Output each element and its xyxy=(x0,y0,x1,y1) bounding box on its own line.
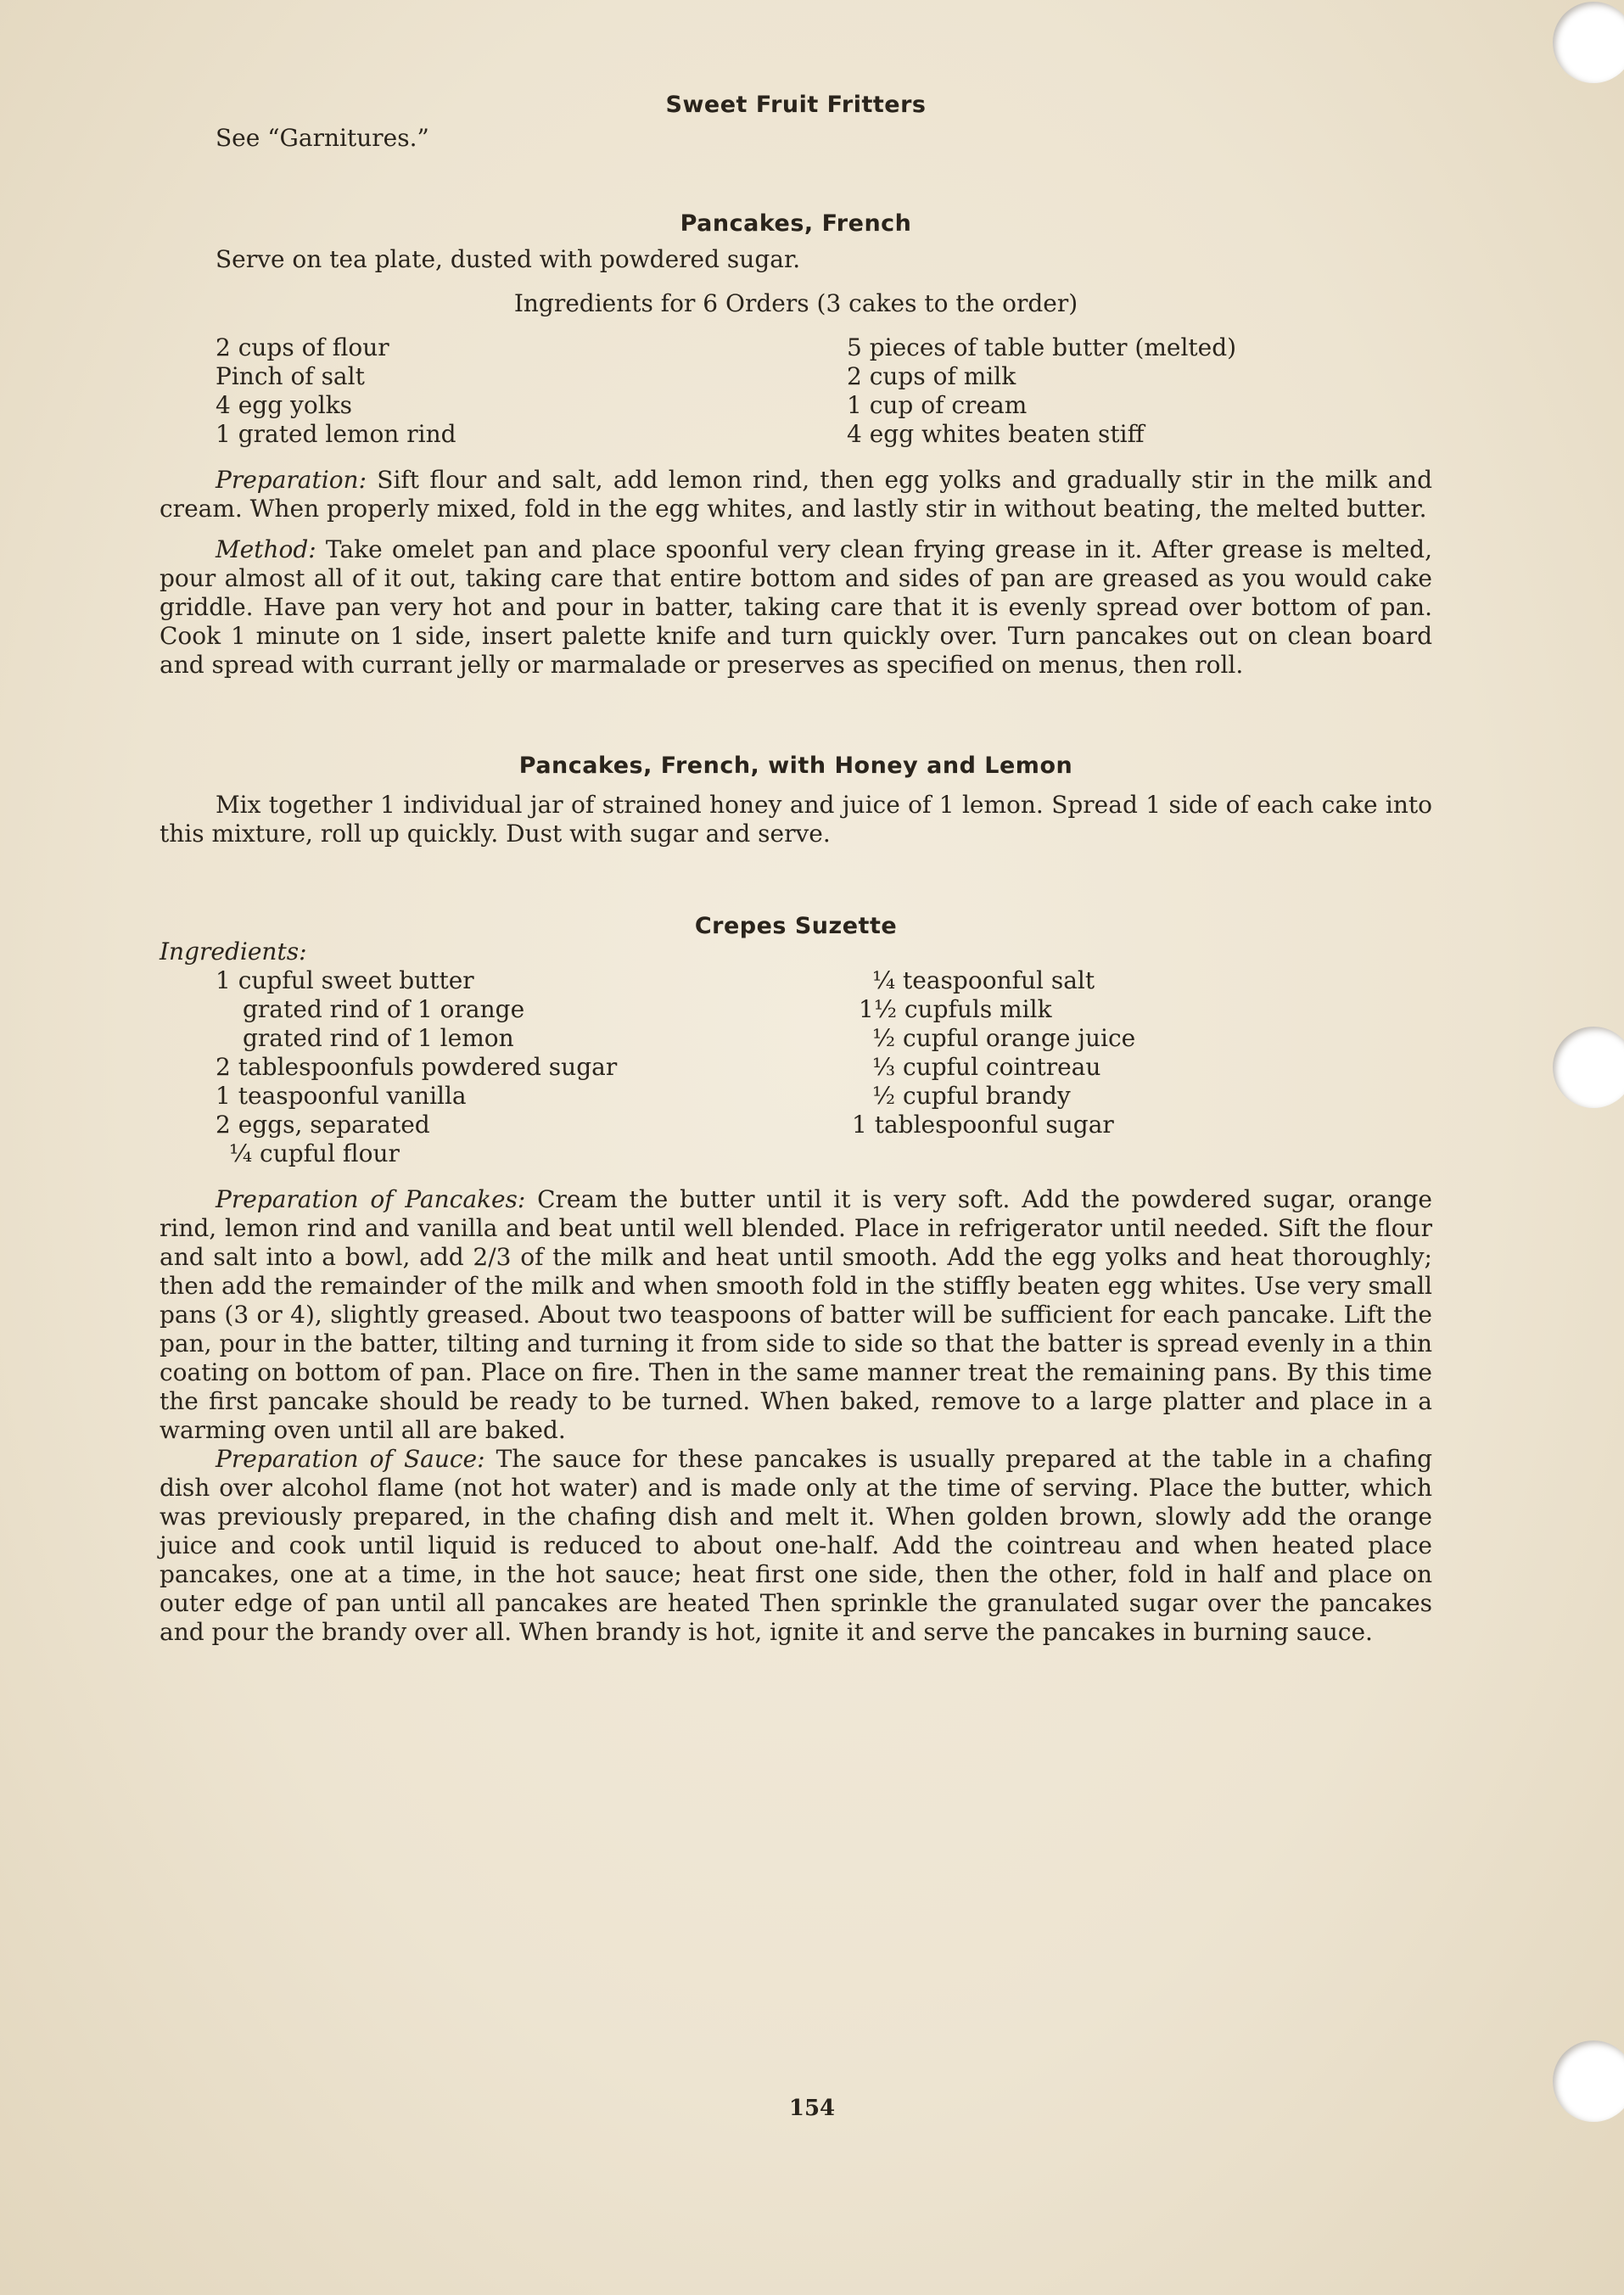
ingredient-column-left xyxy=(160,333,847,449)
yield-line: Ingredients for 6 Orders (3 cakes to the order) xyxy=(513,289,1078,317)
section-crepes-suzette xyxy=(160,913,1432,1647)
sauce-preparation-paragraph xyxy=(160,1445,1432,1647)
ingredient-item: 4 egg whites beaten stiff xyxy=(847,420,1145,448)
ingredient-item: ¼ cupful flour xyxy=(229,1139,400,1167)
method-paragraph xyxy=(160,535,1432,680)
heading-pancakes-french: Pancakes, French xyxy=(680,210,912,237)
section-honey-lemon xyxy=(160,753,1432,848)
punch-hole-middle xyxy=(1553,1027,1624,1108)
ingredient-item: 1 teaspoonful vanilla xyxy=(216,1082,467,1110)
section-sweet-fruit-fritters xyxy=(160,92,1432,160)
method-label: Method: xyxy=(216,535,316,563)
ingredient-item: grated rind of 1 orange xyxy=(243,995,525,1023)
ingredient-item: 5 pieces of table butter (melted) xyxy=(847,333,1237,361)
serve-note: Serve on tea plate, dusted with powdered sugar. xyxy=(216,245,801,273)
ingredient-item: 1 cupful sweet butter xyxy=(216,966,474,994)
ingredient-item: 4 egg yolks xyxy=(216,391,352,419)
heading-sweet-fruit-fritters: Sweet Fruit Fritters xyxy=(665,92,927,118)
ingredient-column-left xyxy=(160,966,852,1168)
page-number: 154 xyxy=(788,2096,836,2121)
preparation-paragraph xyxy=(160,466,1432,523)
crepes-ingredient-list xyxy=(160,966,1432,1168)
ingredient-item: Pinch of salt xyxy=(216,362,365,390)
pancakes-preparation-paragraph xyxy=(160,1185,1432,1445)
honey-lemon-text: Mix together 1 individual jar of strained honey and juice of 1 lemon. Spread 1 side of each cake into this mixture, roll up quickly. Dust with sugar and serve. xyxy=(160,791,1432,848)
ingredients-label xyxy=(160,938,1432,966)
method-text: Take omelet pan and place spoonful very clean frying grease in it. After grease is melted, pour almost all of it out, taking care that entire bottom and sides of pan are greased as you would cake griddle. Have pan very hot and pour in batter, taking care that it is evenly spread over bottom of pan. Cook 1 minute on 1 side, insert palette knife and turn quickly over. Turn pancakes out on clean board and spread with currant jelly or marmalade or preserves as specified on menus, then roll. xyxy=(160,535,1432,679)
ingredient-item: ⅓ cupful cointreau xyxy=(872,1053,1101,1081)
ingredients-label-text: Ingredients: xyxy=(160,938,307,966)
ingredient-item: 1½ cupfuls milk xyxy=(859,995,1052,1023)
ingredient-item: ½ cupful brandy xyxy=(872,1082,1071,1110)
ingredient-item: 1 grated lemon rind xyxy=(216,420,456,448)
ingredient-item: 1 cup of cream xyxy=(847,391,1028,419)
ingredient-item: 2 eggs, separated xyxy=(216,1111,430,1139)
section-pancakes-french xyxy=(160,210,1432,680)
pancakes-preparation-label: Preparation of Pancakes: xyxy=(216,1185,526,1213)
ingredient-column-right xyxy=(852,966,1135,1168)
sauce-preparation-text: The sauce for these pancakes is usually prepared at the table in a chafing dish over alcohol flame (not hot water) and is made only at the time of serving. Place the butter, which was previously prepared, in the chafing dish and melt it. When golden brown, slowly add the orange juice and cook until liquid is reduced to about one-half. Add the cointreau and when heated place pancakes, one at a time, in the hot sauce; heat first one side, then the other, fold in half and place on outer edge of pan until all pancakes are heated Then sprinkle the granulated sugar over the pancakes and pour the brandy over all. When brandy is hot, ignite it and serve the pancakes in burning sauce. xyxy=(160,1445,1432,1646)
ingredient-item: ½ cupful orange juice xyxy=(872,1024,1136,1052)
ingredient-column-right xyxy=(847,333,1236,449)
ingredient-item: ¼ teaspoonful salt xyxy=(872,966,1095,994)
heading-crepes-suzette: Crepes Suzette xyxy=(694,913,898,939)
page-content xyxy=(160,92,1432,1647)
preparation-text: Sift flour and salt, add lemon rind, then egg yolks and gradually stir in the milk and cream. When properly mixed, fold in the egg whites, and lastly stir in without beating, the melted butter. xyxy=(160,466,1432,523)
ingredient-item: 1 tablespoonful sugar xyxy=(852,1111,1114,1139)
garnitures-note: See “Garnitures.” xyxy=(216,124,429,152)
ingredient-item: grated rind of 1 lemon xyxy=(243,1024,514,1052)
punch-hole-top xyxy=(1553,2,1624,83)
ingredient-item: 2 tablespoonfuls powdered sugar xyxy=(216,1053,618,1081)
pancakes-preparation-text: Cream the butter until it is very soft. Add the powdered sugar, orange rind, lemon rind and vanilla and beat until well blended. Place in refrigerator until needed. Sift the flour and salt into a bowl, add 2/3 of the milk and heat until smooth. Add the egg yolks and heat thoroughly; then add the remainder of the milk and when smooth fold in the stiffly beaten egg whites. Use very small pans (3 or 4), slightly greased. About two teaspoons of batter will be sufficient for each pancake. Lift the pan, pour in the batter, tilting and turning it from side to side so that the batter is spread evenly in a thin coating on bottom of pan. Place on fire. Then in the same manner treat the remaining pans. By this time the first pancake should be ready to be turned. When baked, remove to a large platter and place in a warming oven until all are baked. xyxy=(160,1185,1432,1444)
ingredient-list xyxy=(160,333,1432,449)
heading-honey-lemon: Pancakes, French, with Honey and Lemon xyxy=(518,753,1073,779)
ingredient-item: 2 cups of milk xyxy=(847,362,1016,390)
preparation-label: Preparation: xyxy=(216,466,367,494)
ingredient-item: 2 cups of flour xyxy=(216,333,389,361)
sauce-preparation-label: Preparation of Sauce: xyxy=(216,1445,485,1473)
